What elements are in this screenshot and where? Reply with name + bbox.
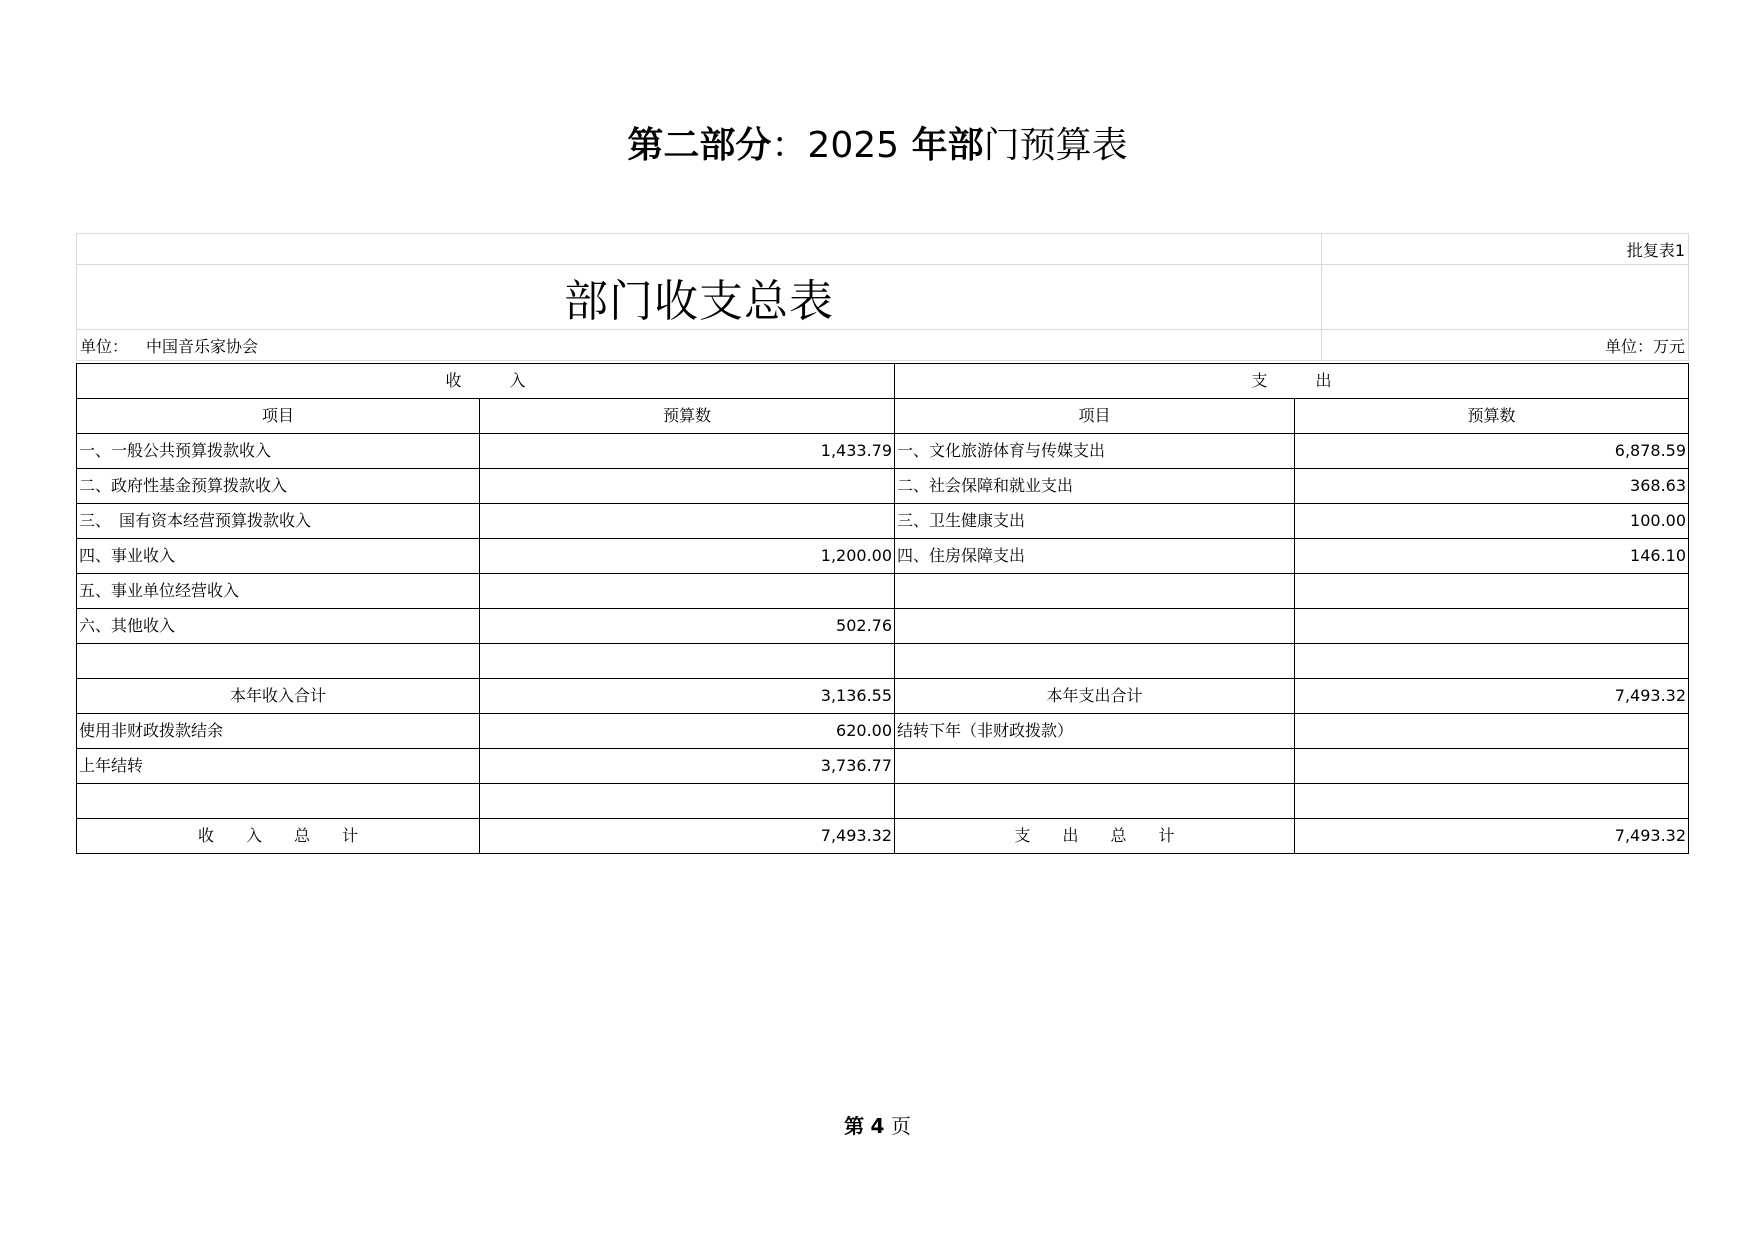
- header-blank-cell: [77, 234, 1322, 265]
- expense-value: [1295, 609, 1689, 644]
- income-value: [480, 784, 895, 819]
- income-grand-total-label: 收 入 总 计: [77, 819, 480, 854]
- income-item: 上年结转: [77, 749, 480, 784]
- grand-total-row: [77, 819, 1689, 854]
- table-row: [77, 749, 1689, 784]
- page-prefix: 第: [844, 1114, 865, 1138]
- income-value: [480, 469, 895, 504]
- expense-item-column-header: 项目: [895, 399, 1295, 434]
- unit-currency: 单位：万元: [1322, 330, 1689, 361]
- expense-item: [895, 784, 1295, 819]
- table-row: [77, 784, 1689, 819]
- table-row: [77, 714, 1689, 749]
- income-value: [480, 504, 895, 539]
- table-row: [77, 539, 1689, 574]
- income-item: 三、 国有资本经营预算拨款收入: [77, 504, 480, 539]
- income-item: [77, 784, 480, 819]
- heading-title-rest: 门预算表: [983, 125, 1128, 166]
- expense-value: [1295, 574, 1689, 609]
- expense-item: [895, 644, 1295, 679]
- unit-name: 中国音乐家协会: [146, 336, 259, 356]
- page-footer: [0, 1110, 1755, 1139]
- heading-separator: ：: [771, 125, 808, 166]
- expense-value: 6,878.59: [1295, 434, 1689, 469]
- unit-prefix: 单位：: [80, 336, 129, 356]
- expense-value: [1295, 784, 1689, 819]
- heading-year-suffix: 年部: [899, 125, 984, 166]
- expense-item: [895, 749, 1295, 784]
- expense-value: 368.63: [1295, 469, 1689, 504]
- expense-grand-total-label: 支 出 总 计: [895, 819, 1295, 854]
- expense-grand-total-value: 7,493.32: [1295, 819, 1689, 854]
- income-year-total-label: 本年收入合计: [77, 679, 480, 714]
- table-row: [77, 574, 1689, 609]
- expense-value: [1295, 714, 1689, 749]
- income-value: [480, 644, 895, 679]
- income-budget-column-header: 预算数: [480, 399, 895, 434]
- income-value: 3,736.77: [480, 749, 895, 784]
- income-item: 六、其他收入: [77, 609, 480, 644]
- expense-year-total-value: 7,493.32: [1295, 679, 1689, 714]
- expense-budget-column-header: 预算数: [1295, 399, 1689, 434]
- income-item: 使用非财政拨款结余: [77, 714, 480, 749]
- expense-item: 结转下年（非财政拨款）: [895, 714, 1295, 749]
- income-grand-total-value: 7,493.32: [480, 819, 895, 854]
- table-row: [77, 609, 1689, 644]
- approval-label: 批复表1: [1322, 234, 1689, 265]
- income-value: 1,200.00: [480, 539, 895, 574]
- expense-value: 146.10: [1295, 539, 1689, 574]
- table-row: [77, 469, 1689, 504]
- expense-item: 二、社会保障和就业支出: [895, 469, 1295, 504]
- expense-value: [1295, 749, 1689, 784]
- expense-value: [1295, 644, 1689, 679]
- year-total-row: [77, 679, 1689, 714]
- expense-item: [895, 609, 1295, 644]
- income-item: 四、事业收入: [77, 539, 480, 574]
- income-item: [77, 644, 480, 679]
- table-title: 部门收支总表: [77, 265, 1322, 330]
- page-suffix: 页: [890, 1114, 911, 1138]
- income-header: 收 入: [77, 364, 895, 399]
- income-value: [480, 574, 895, 609]
- income-item: 一、一般公共预算拨款收入: [77, 434, 480, 469]
- table-row: [77, 644, 1689, 679]
- income-item: 五、事业单位经营收入: [77, 574, 480, 609]
- header-blank-cell: [1322, 265, 1689, 330]
- expense-item: 四、住房保障支出: [895, 539, 1295, 574]
- expense-header: 支 出: [895, 364, 1689, 399]
- income-year-total-value: 3,136.55: [480, 679, 895, 714]
- expense-value: 100.00: [1295, 504, 1689, 539]
- income-item: 二、政府性基金预算拨款收入: [77, 469, 480, 504]
- expense-item: [895, 574, 1295, 609]
- expense-year-total-label: 本年支出合计: [895, 679, 1295, 714]
- part-label: 第二部分: [627, 125, 772, 166]
- table-row: [77, 504, 1689, 539]
- header-grid: [76, 233, 1689, 361]
- page-heading: [0, 118, 1755, 174]
- income-value: 620.00: [480, 714, 895, 749]
- income-value: 502.76: [480, 609, 895, 644]
- heading-year: 2025: [807, 125, 900, 166]
- expense-item: 一、文化旅游体育与传媒支出: [895, 434, 1295, 469]
- table-row: [77, 434, 1689, 469]
- page-number: 4: [870, 1114, 885, 1138]
- unit-cell: [77, 330, 1322, 361]
- budget-table: [76, 363, 1689, 854]
- income-item-column-header: 项目: [77, 399, 480, 434]
- income-value: 1,433.79: [480, 434, 895, 469]
- expense-item: 三、卫生健康支出: [895, 504, 1295, 539]
